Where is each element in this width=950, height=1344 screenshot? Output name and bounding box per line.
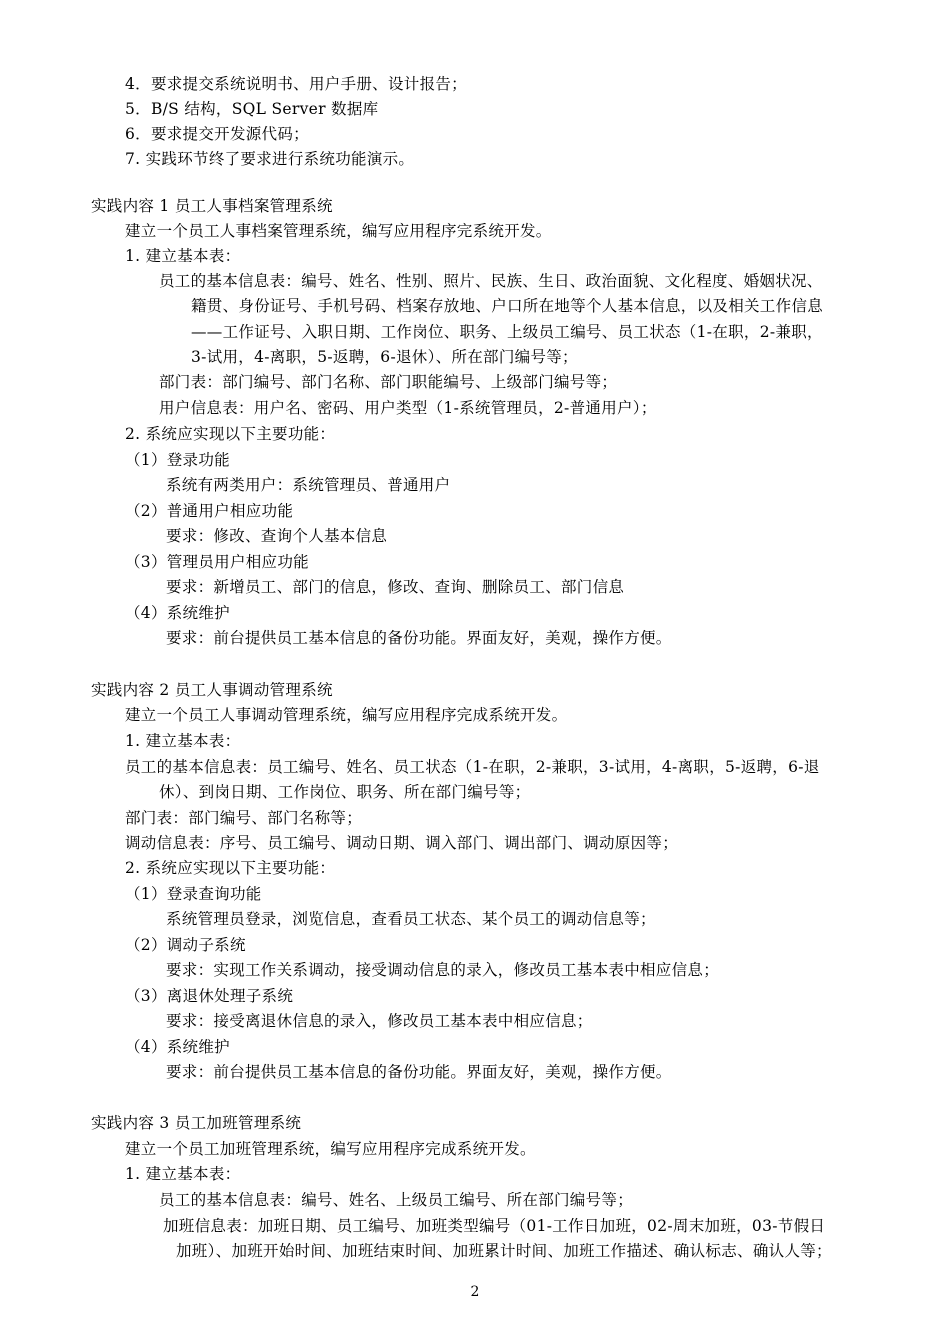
step-heading: 1. 建立基本表： [125,732,241,750]
step-heading: 2. 系统应实现以下主要功能： [125,859,336,877]
function-desc: 要求：接受离退休信息的录入，修改员工基本表中相应信息； [166,1012,593,1030]
table-description: 加班信息表：加班日期、员工编号、加班类型编号（01-工作日加班，02-周末加班，03-节假日 [163,1217,826,1235]
function-title: （4）系统维护 [125,604,230,622]
table-description: 部门表：部门编号、部门名称等； [125,809,363,827]
section-intro: 建立一个员工人事调动管理系统，编写应用程序完成系统开发。 [125,706,568,724]
table-description: 员工的基本信息表：编号、姓名、上级员工编号、所在部门编号等； [159,1191,634,1209]
list-item: 7. 实践环节终了要求进行系统功能演示。 [125,150,415,168]
section-title: 实践内容 3 员工加班管理系统 [91,1114,302,1132]
function-desc: 系统有两类用户：系统管理员、普通用户 [166,476,451,494]
function-title: （3）管理员用户相应功能 [125,553,309,571]
function-desc: 要求：修改、查询个人基本信息 [166,527,388,545]
step-heading: 1. 建立基本表： [125,247,241,265]
table-description: 籍贯、身份证号、手机号码、档案存放地、户口所在地等个人基本信息，以及相关工作信息 [191,297,824,315]
table-description: 员工的基本信息表：编号、姓名、性别、照片、民族、生日、政治面貌、文化程度、婚姻状况、 [159,272,823,290]
function-desc: 系统管理员登录，浏览信息，查看员工状态、某个员工的调动信息等； [166,910,656,928]
function-desc: 要求：新增员工、部门的信息，修改、查询、删除员工、部门信息 [166,578,625,596]
function-desc: 要求：前台提供员工基本信息的备份功能。界面友好，美观，操作方便。 [166,629,672,647]
function-desc: 要求：实现工作关系调动，接受调动信息的录入，修改员工基本表中相应信息； [166,961,720,979]
table-description: 部门表：部门编号、部门名称、部门职能编号、上级部门编号等； [159,373,618,391]
function-title: （3）离退休处理子系统 [125,987,294,1005]
section-title: 实践内容 2 员工人事调动管理系统 [91,681,333,699]
function-title: （2）普通用户相应功能 [125,502,294,520]
table-description: 休）、到岗日期、工作岗位、职务、所在部门编号等； [159,783,531,801]
list-item: 6．要求提交开发源代码； [125,125,309,143]
function-title: （1）登录功能 [125,451,230,469]
table-description: 加班）、加班开始时间、加班结束时间、加班累计时间、加班工作描述、确认标志、确认人等； [176,1242,832,1260]
function-desc: 要求：前台提供员工基本信息的备份功能。界面友好，美观，操作方便。 [166,1063,672,1081]
table-description: ——工作证号、入职日期、工作岗位、职务、上级员工编号、员工状态（1-在职，2-兼职， [191,323,823,341]
table-description: 3-试用，4-离职，5-返聘，6-退休）、所在部门编号等； [191,348,578,366]
section-intro: 建立一个员工加班管理系统，编写应用程序完成系统开发。 [125,1140,536,1158]
function-title: （1）登录查询功能 [125,885,262,903]
section-title: 实践内容 1 员工人事档案管理系统 [91,197,333,215]
function-title: （2）调动子系统 [125,936,246,954]
list-item: 5．B/S 结构，SQL Server 数据库 [125,100,379,118]
section-intro: 建立一个员工人事档案管理系统，编写应用程序完系统开发。 [125,222,552,240]
function-title: （4）系统维护 [125,1038,230,1056]
step-heading: 1. 建立基本表： [125,1165,241,1183]
table-description: 用户信息表：用户名、密码、用户类型（1-系统管理员，2-普通用户）； [159,399,657,417]
page-number: 2 [470,1284,480,1300]
list-item: 4．要求提交系统说明书、用户手册、设计报告； [125,75,467,93]
step-heading: 2. 系统应实现以下主要功能： [125,425,336,443]
table-description: 调动信息表：序号、员工编号、调动日期、调入部门、调出部门、调动原因等； [125,834,679,852]
table-description: 员工的基本信息表：员工编号、姓名、员工状态（1-在职，2-兼职，3-试用，4-离职，5-返聘，6-退 [125,758,820,776]
